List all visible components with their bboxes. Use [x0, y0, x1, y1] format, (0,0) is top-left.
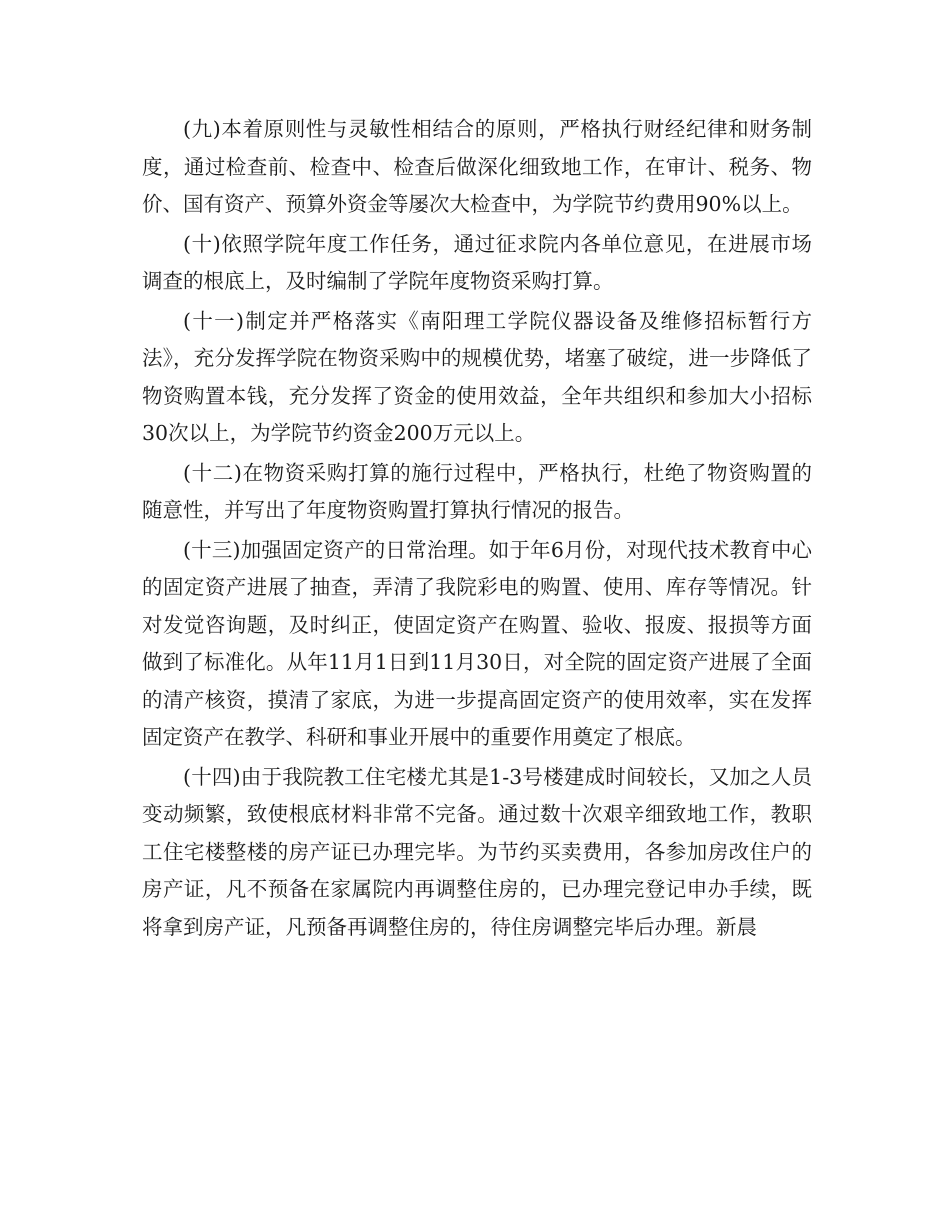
document-body [142, 111, 812, 948]
paragraph-9: (九)本着原则性与灵敏性相结合的原则，严格执行财经纪律和财务制度，通过检查前、检查中、检查后做深化细致地工作，在审计、税务、物价、国有资产、预算外资金等屡次大检查中，为学院节约费用90%以上。 [142, 117, 812, 216]
paragraph-12: (十二)在物资采购打算的施行过程中，严格执行，杜绝了物资购置的随意性，并写出了年度物资购置打算执行情况的报告。 [142, 460, 812, 522]
paragraph-11: (十一)制定并严格落实《南阳理工学院仪器设备及维修招标暂行方法》，充分发挥学院在物资采购中的规模优势，堵塞了破绽，进一步降低了物资购置本钱，充分发挥了资金的使用效益，全年共组织和参加大小招标30次以上，为学院节约资金200万元以上。 [142, 308, 812, 445]
paragraph-14: (十四)由于我院教工住宅楼尤其是1-3号楼建成时间较长，又加之人员变动频繁，致使根底材料非常不完备。通过数十次艰辛细致地工作，教职工住宅楼整楼的房产证已办理完毕。为节约买卖费用，各参加房改住户的房产证，凡不预备在家属院内再调整住房的，已办理完登记申办手续，既将拿到房产证，凡预备再调整住房的，待住房调整完毕后办理。新晨 [142, 764, 812, 939]
paragraph-13: (十三)加强固定资产的日常治理。如于年6月份，对现代技术教育中心的固定资产进展了抽查，弄清了我院彩电的购置、使用、库存等情况。针对发觉咨询题，及时纠正，使固定资产在购置、验收、报废、报损等方面做到了标准化。从年11月1日到11月30日，对全院的固定资产进展了全面的清产核资，摸清了家底，为进一步提高固定资产的使用效率，实在发挥固定资产在教学、科研和事业开展中的重要作用奠定了根底。 [142, 537, 812, 749]
paragraph-10: (十)依照学院年度工作任务，通过征求院内各单位意见，在进展市场调查的根底上，及时编制了学院年度物资采购打算。 [142, 231, 812, 293]
